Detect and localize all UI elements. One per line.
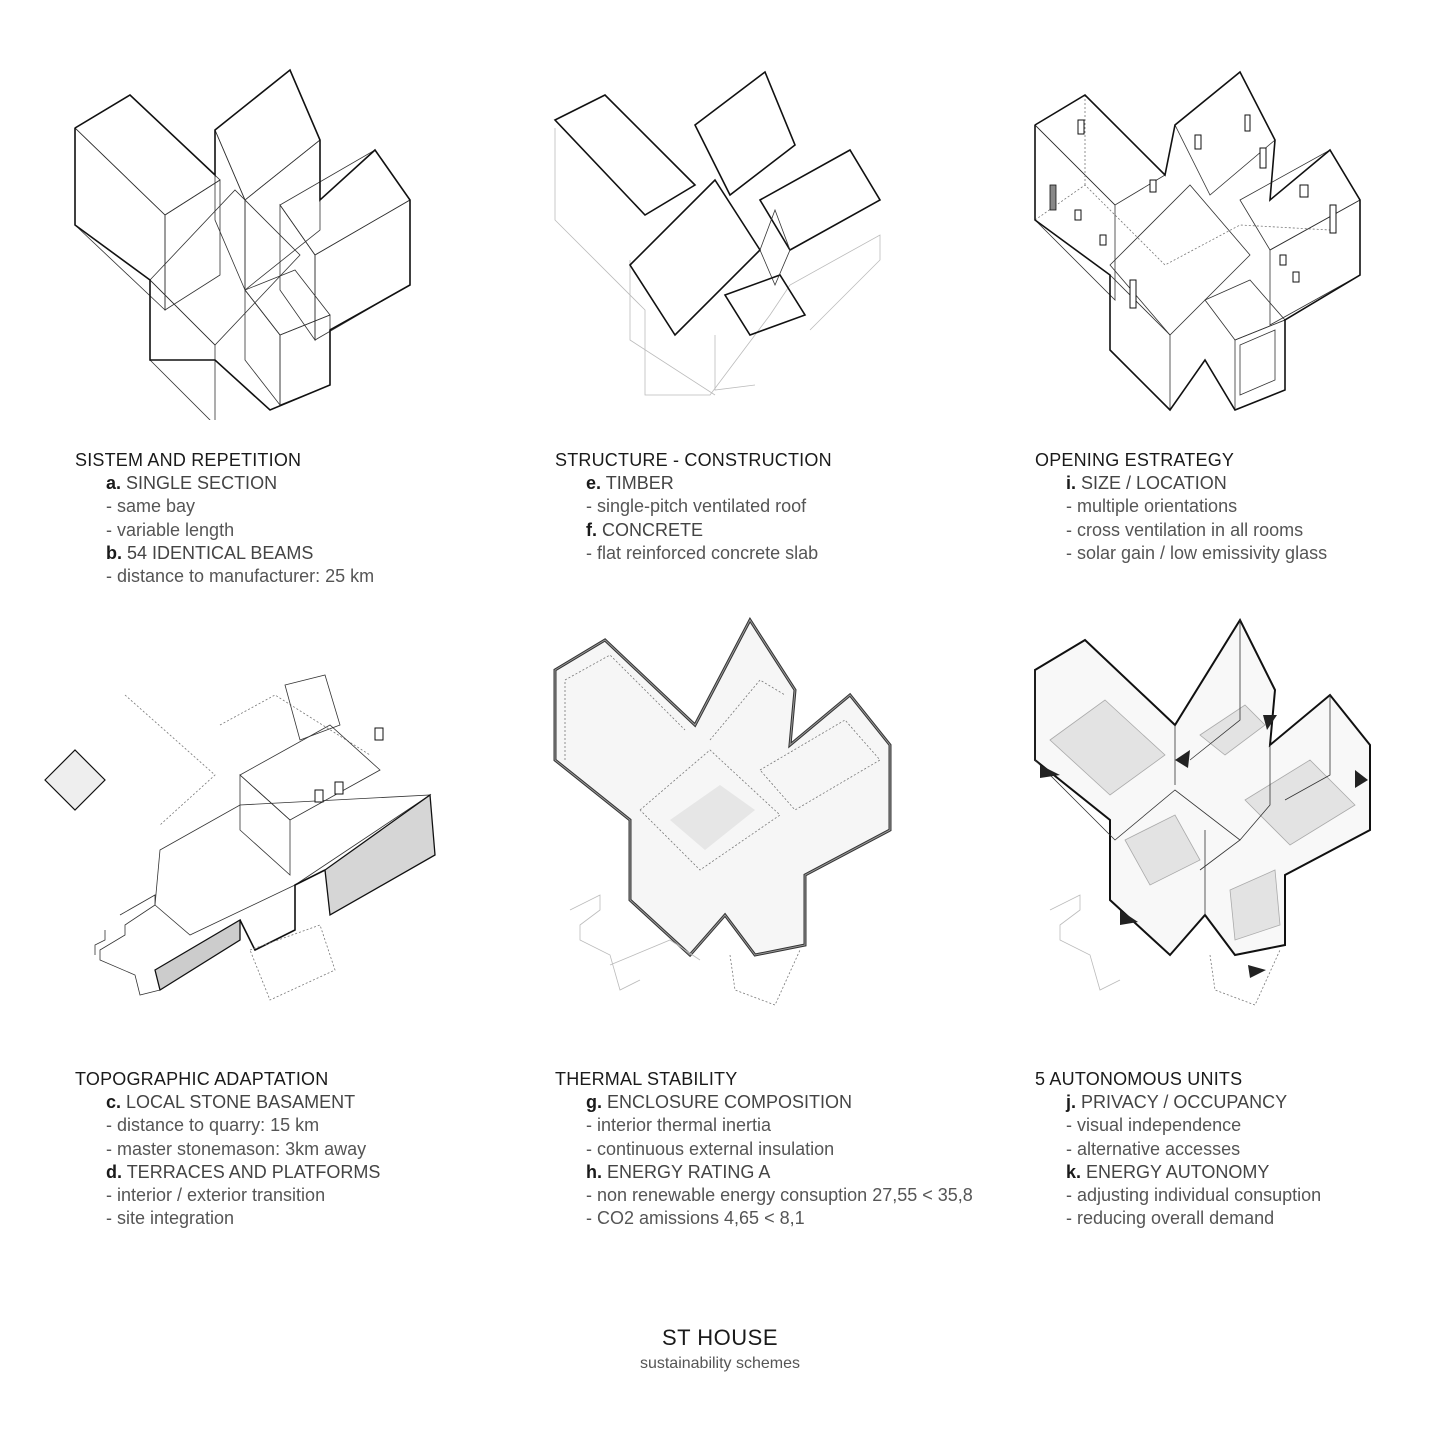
subheading: j. PRIVACY / OCCUPANCY [1066, 1092, 1288, 1113]
axonometric-hatched-volumes [40, 60, 480, 420]
diagram-topographic-adaptation [40, 670, 480, 1030]
list-item: - adjusting individual consuption [1066, 1185, 1322, 1206]
list-item: - master stonemason: 3km away [106, 1138, 367, 1159]
diagram-thermal-stability [510, 610, 950, 1010]
axonometric-units [990, 610, 1430, 1010]
caption-panel-5 [555, 1068, 973, 1230]
subheading: d. TERRACES AND PLATFORMS [106, 1161, 381, 1182]
list-item: - visual independence [1066, 1115, 1242, 1136]
caption-panel-6 [1035, 1068, 1321, 1230]
footer [0, 1325, 1440, 1373]
list-item: - flat reinforced concrete slab [586, 542, 819, 563]
subheading: i. SIZE / LOCATION [1066, 473, 1227, 494]
caption-panel-2 [555, 449, 832, 565]
list-item: - CO2 amissions 4,65 < 8,1 [586, 1208, 805, 1229]
list-item: - interior / exterior transition [106, 1185, 326, 1206]
diagram-system-repetition [40, 60, 480, 420]
list-item: - single-pitch ventilated roof [586, 496, 807, 517]
list-item: - distance to manufacturer: 25 km [106, 566, 375, 587]
panel-title: 5 AUTONOMOUS UNITS [1035, 1069, 1243, 1089]
caption-panel-1 [75, 449, 374, 588]
panel-title: STRUCTURE - CONSTRUCTION [555, 450, 832, 470]
subheading: k. ENERGY AUTONOMY [1066, 1161, 1270, 1182]
list-item: - variable length [106, 519, 235, 540]
subheading: b. 54 IDENTICAL BEAMS [106, 542, 314, 563]
subheading: a. SINGLE SECTION [106, 473, 278, 494]
subheading: h. ENERGY RATING A [586, 1161, 771, 1182]
list-item: - same bay [106, 496, 196, 517]
list-item: - reducing overall demand [1066, 1208, 1275, 1229]
subheading: f. CONCRETE [586, 519, 704, 540]
axonometric-thermal-envelope [510, 610, 950, 1010]
document-title: ST HOUSE [661, 1325, 779, 1350]
panel-title: OPENING ESTRATEGY [1035, 450, 1235, 470]
panel-title: TOPOGRAPHIC ADAPTATION [75, 1069, 329, 1089]
diagram-autonomous-units [990, 610, 1430, 1010]
diagram-structure-construction [510, 60, 950, 420]
diagram-opening-strategy [990, 60, 1430, 420]
caption-panel-4 [75, 1068, 380, 1230]
list-item: - continuous external insulation [586, 1138, 835, 1159]
access-arrow-icon [1248, 965, 1266, 978]
subheading: g. ENCLOSURE COMPOSITION [586, 1092, 853, 1113]
list-item: - non renewable energy consuption 27,55 < 35,8 [586, 1185, 973, 1206]
panel-title: SISTEM AND REPETITION [75, 450, 302, 470]
list-item: - cross ventilation in all rooms [1066, 519, 1304, 540]
axonometric-openings [990, 60, 1430, 420]
axonometric-stone-basament [40, 670, 480, 1030]
list-item: - site integration [106, 1208, 235, 1229]
axonometric-roof-planes [510, 60, 950, 420]
list-item: - solar gain / low emissivity glass [1066, 542, 1328, 563]
subheading: c. LOCAL STONE BASAMENT [106, 1092, 356, 1113]
document-subtitle: sustainability schemes [639, 1355, 801, 1372]
subheading: e. TIMBER [586, 473, 674, 494]
list-item: - alternative accesses [1066, 1138, 1241, 1159]
list-item: - multiple orientations [1066, 496, 1238, 517]
panel-title: THERMAL STABILITY [555, 1069, 738, 1089]
caption-panel-3 [1035, 449, 1327, 565]
list-item: - distance to quarry: 15 km [106, 1115, 320, 1136]
list-item: - interior thermal inertia [586, 1115, 772, 1136]
